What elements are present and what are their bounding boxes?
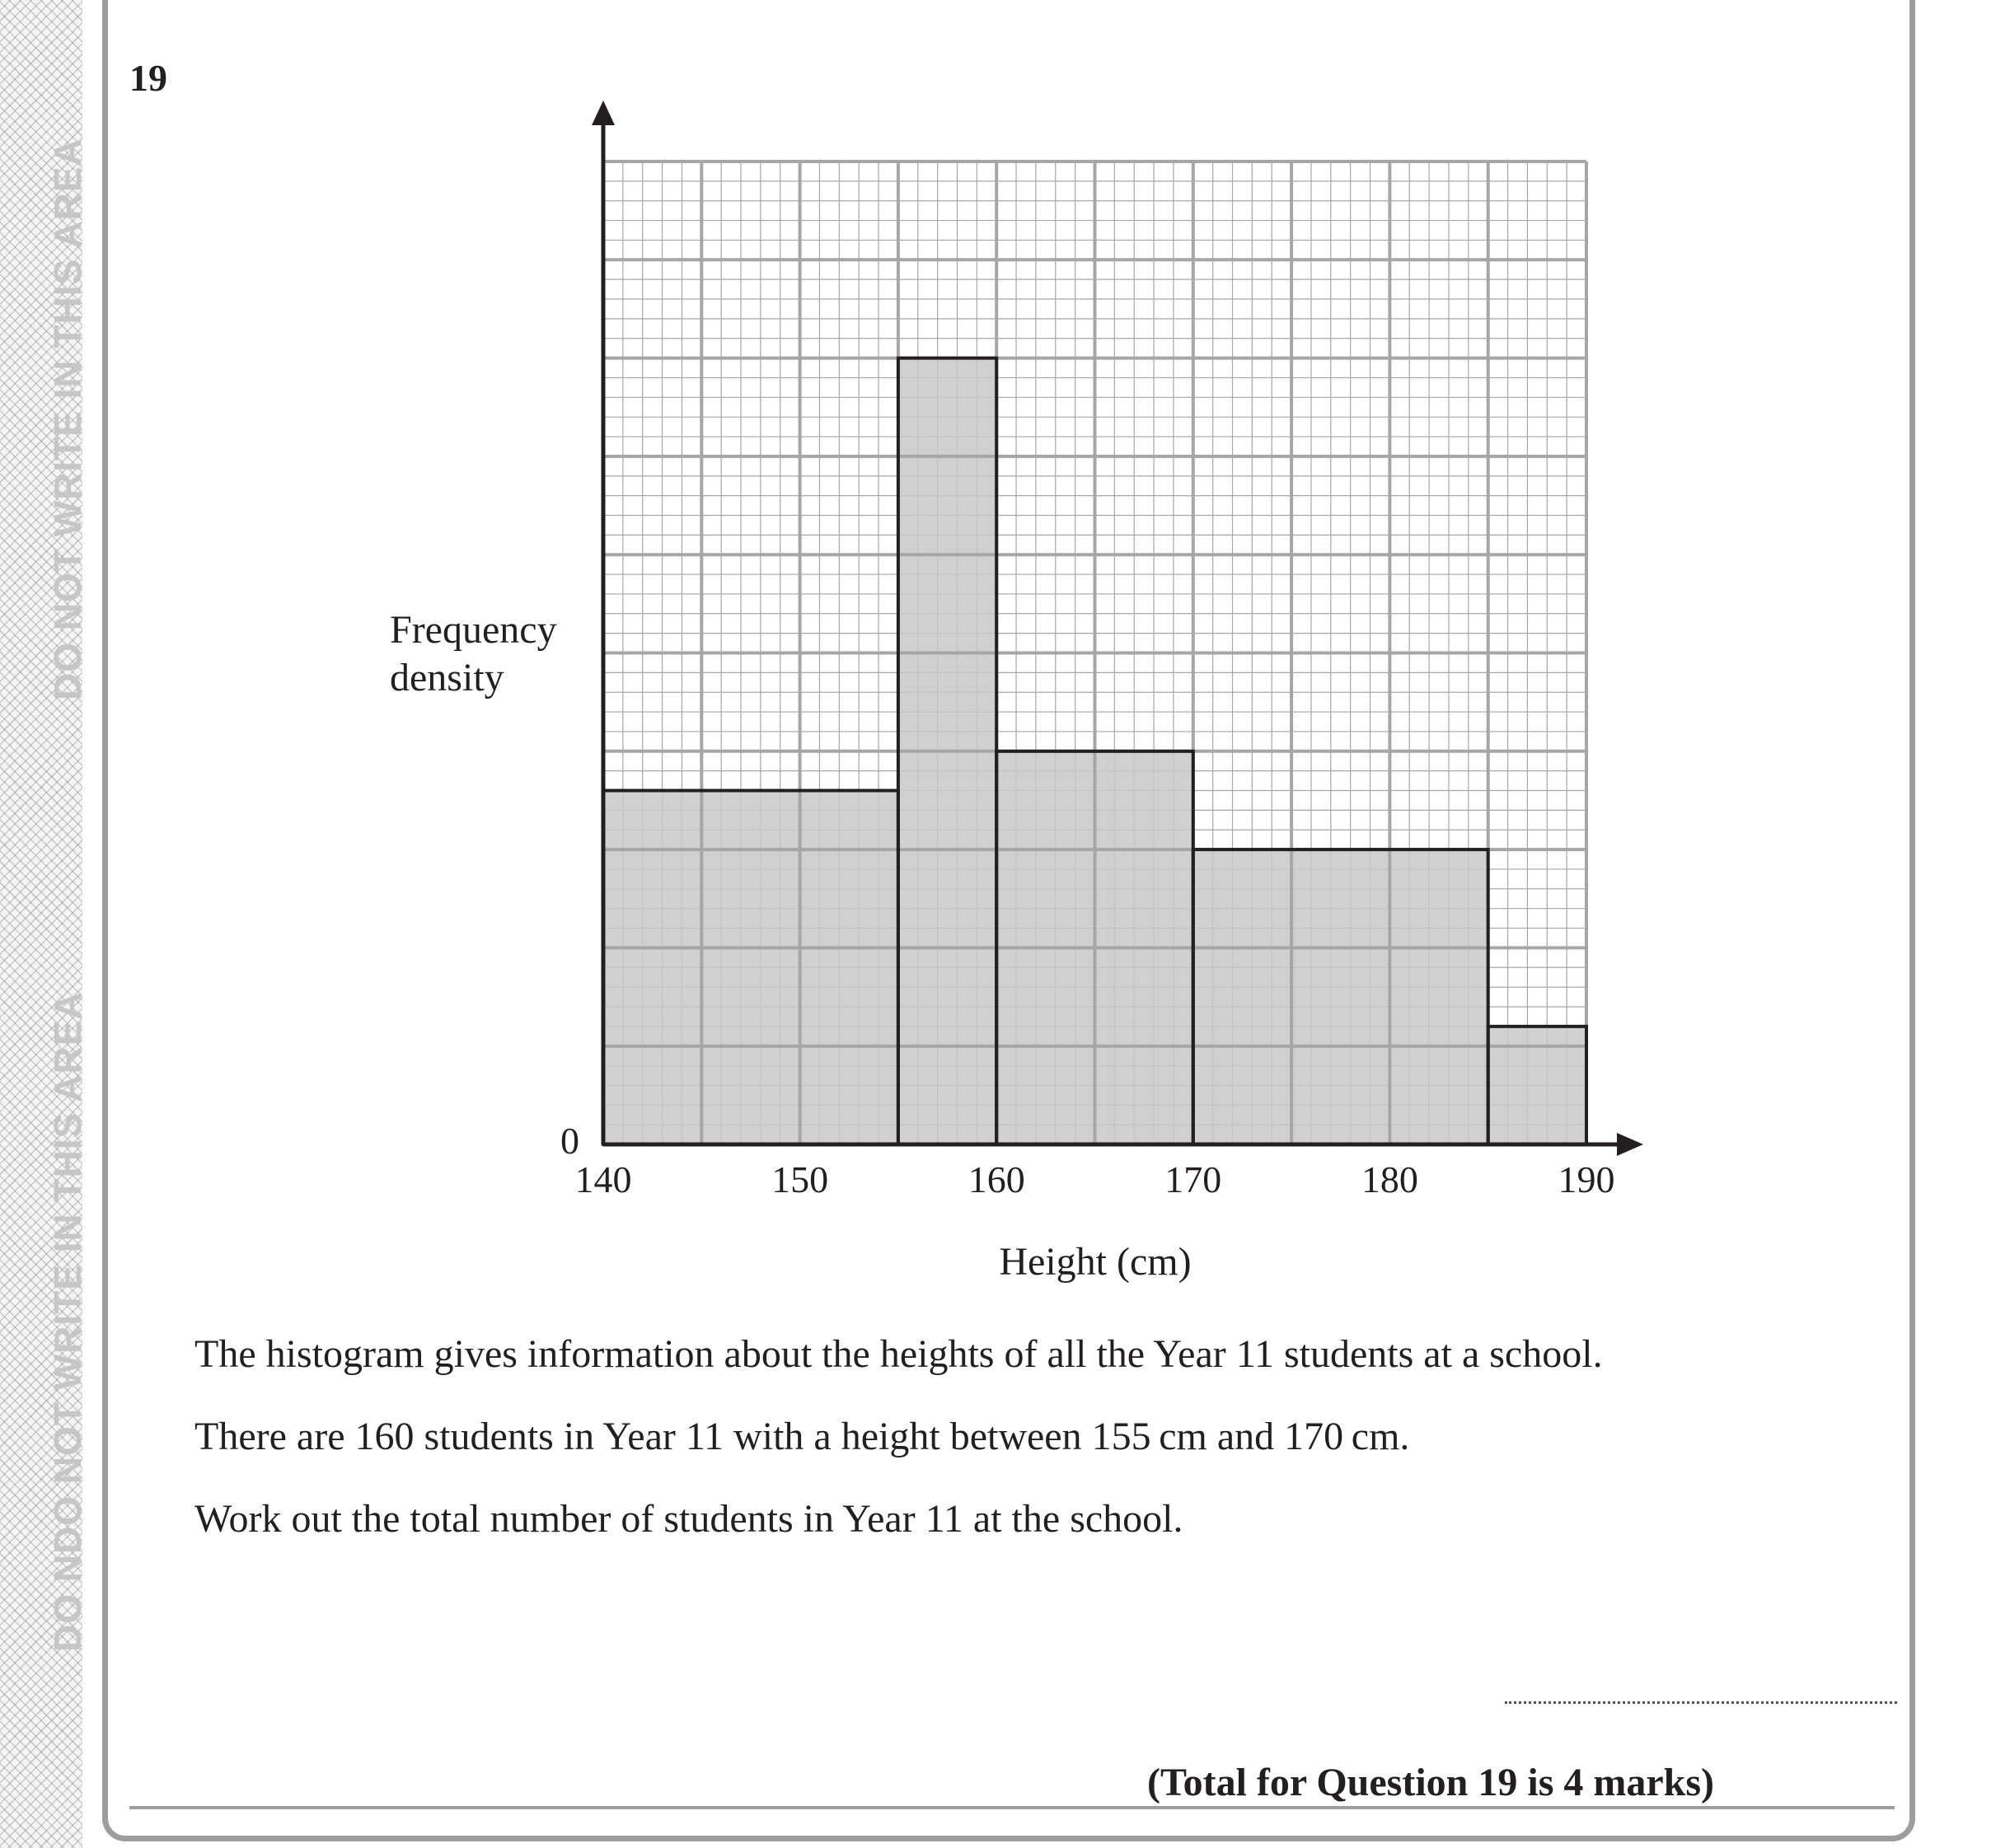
x-tick-label: 140 (574, 1158, 632, 1200)
y-tick-label: 0 (560, 1120, 579, 1162)
x-tick-label: 180 (1361, 1158, 1418, 1200)
histogram-bar (603, 791, 898, 1144)
y-axis-label: Frequency density (390, 608, 557, 699)
histogram-bar (1193, 849, 1488, 1144)
x-tick-label: 150 (771, 1158, 829, 1200)
question-text-3: Work out the total number of students in Year 11 at the school. (194, 1497, 1183, 1541)
x-axis-arrowhead (1617, 1133, 1643, 1156)
bottom-rule (129, 1806, 1895, 1809)
x-tick-label: 160 (968, 1158, 1025, 1200)
margin-warning-top: DO NOT WRITE IN THIS AREA (46, 138, 89, 700)
histogram-bar (1488, 1027, 1586, 1144)
x-axis-label: Height (cm) (999, 1240, 1192, 1284)
question-text-2: There are 160 students in Year 11 with a height between 155 cm and 170 cm. (194, 1415, 1410, 1458)
total-marks: (Total for Question 19 is 4 marks) (1147, 1761, 1715, 1804)
margin-warning-bottom: DO NDO NOT WRITE IN THIS AREA (46, 991, 89, 1652)
y-axis-arrowhead (592, 101, 615, 125)
x-tick-label: 190 (1558, 1158, 1615, 1200)
answer-line[interactable] (1505, 1701, 1897, 1704)
question-text-1: The histogram gives information about the heights of all the Year 11 students at a school. (194, 1332, 1603, 1376)
x-tick-label: 170 (1164, 1158, 1222, 1200)
question-number: 19 (129, 57, 167, 99)
